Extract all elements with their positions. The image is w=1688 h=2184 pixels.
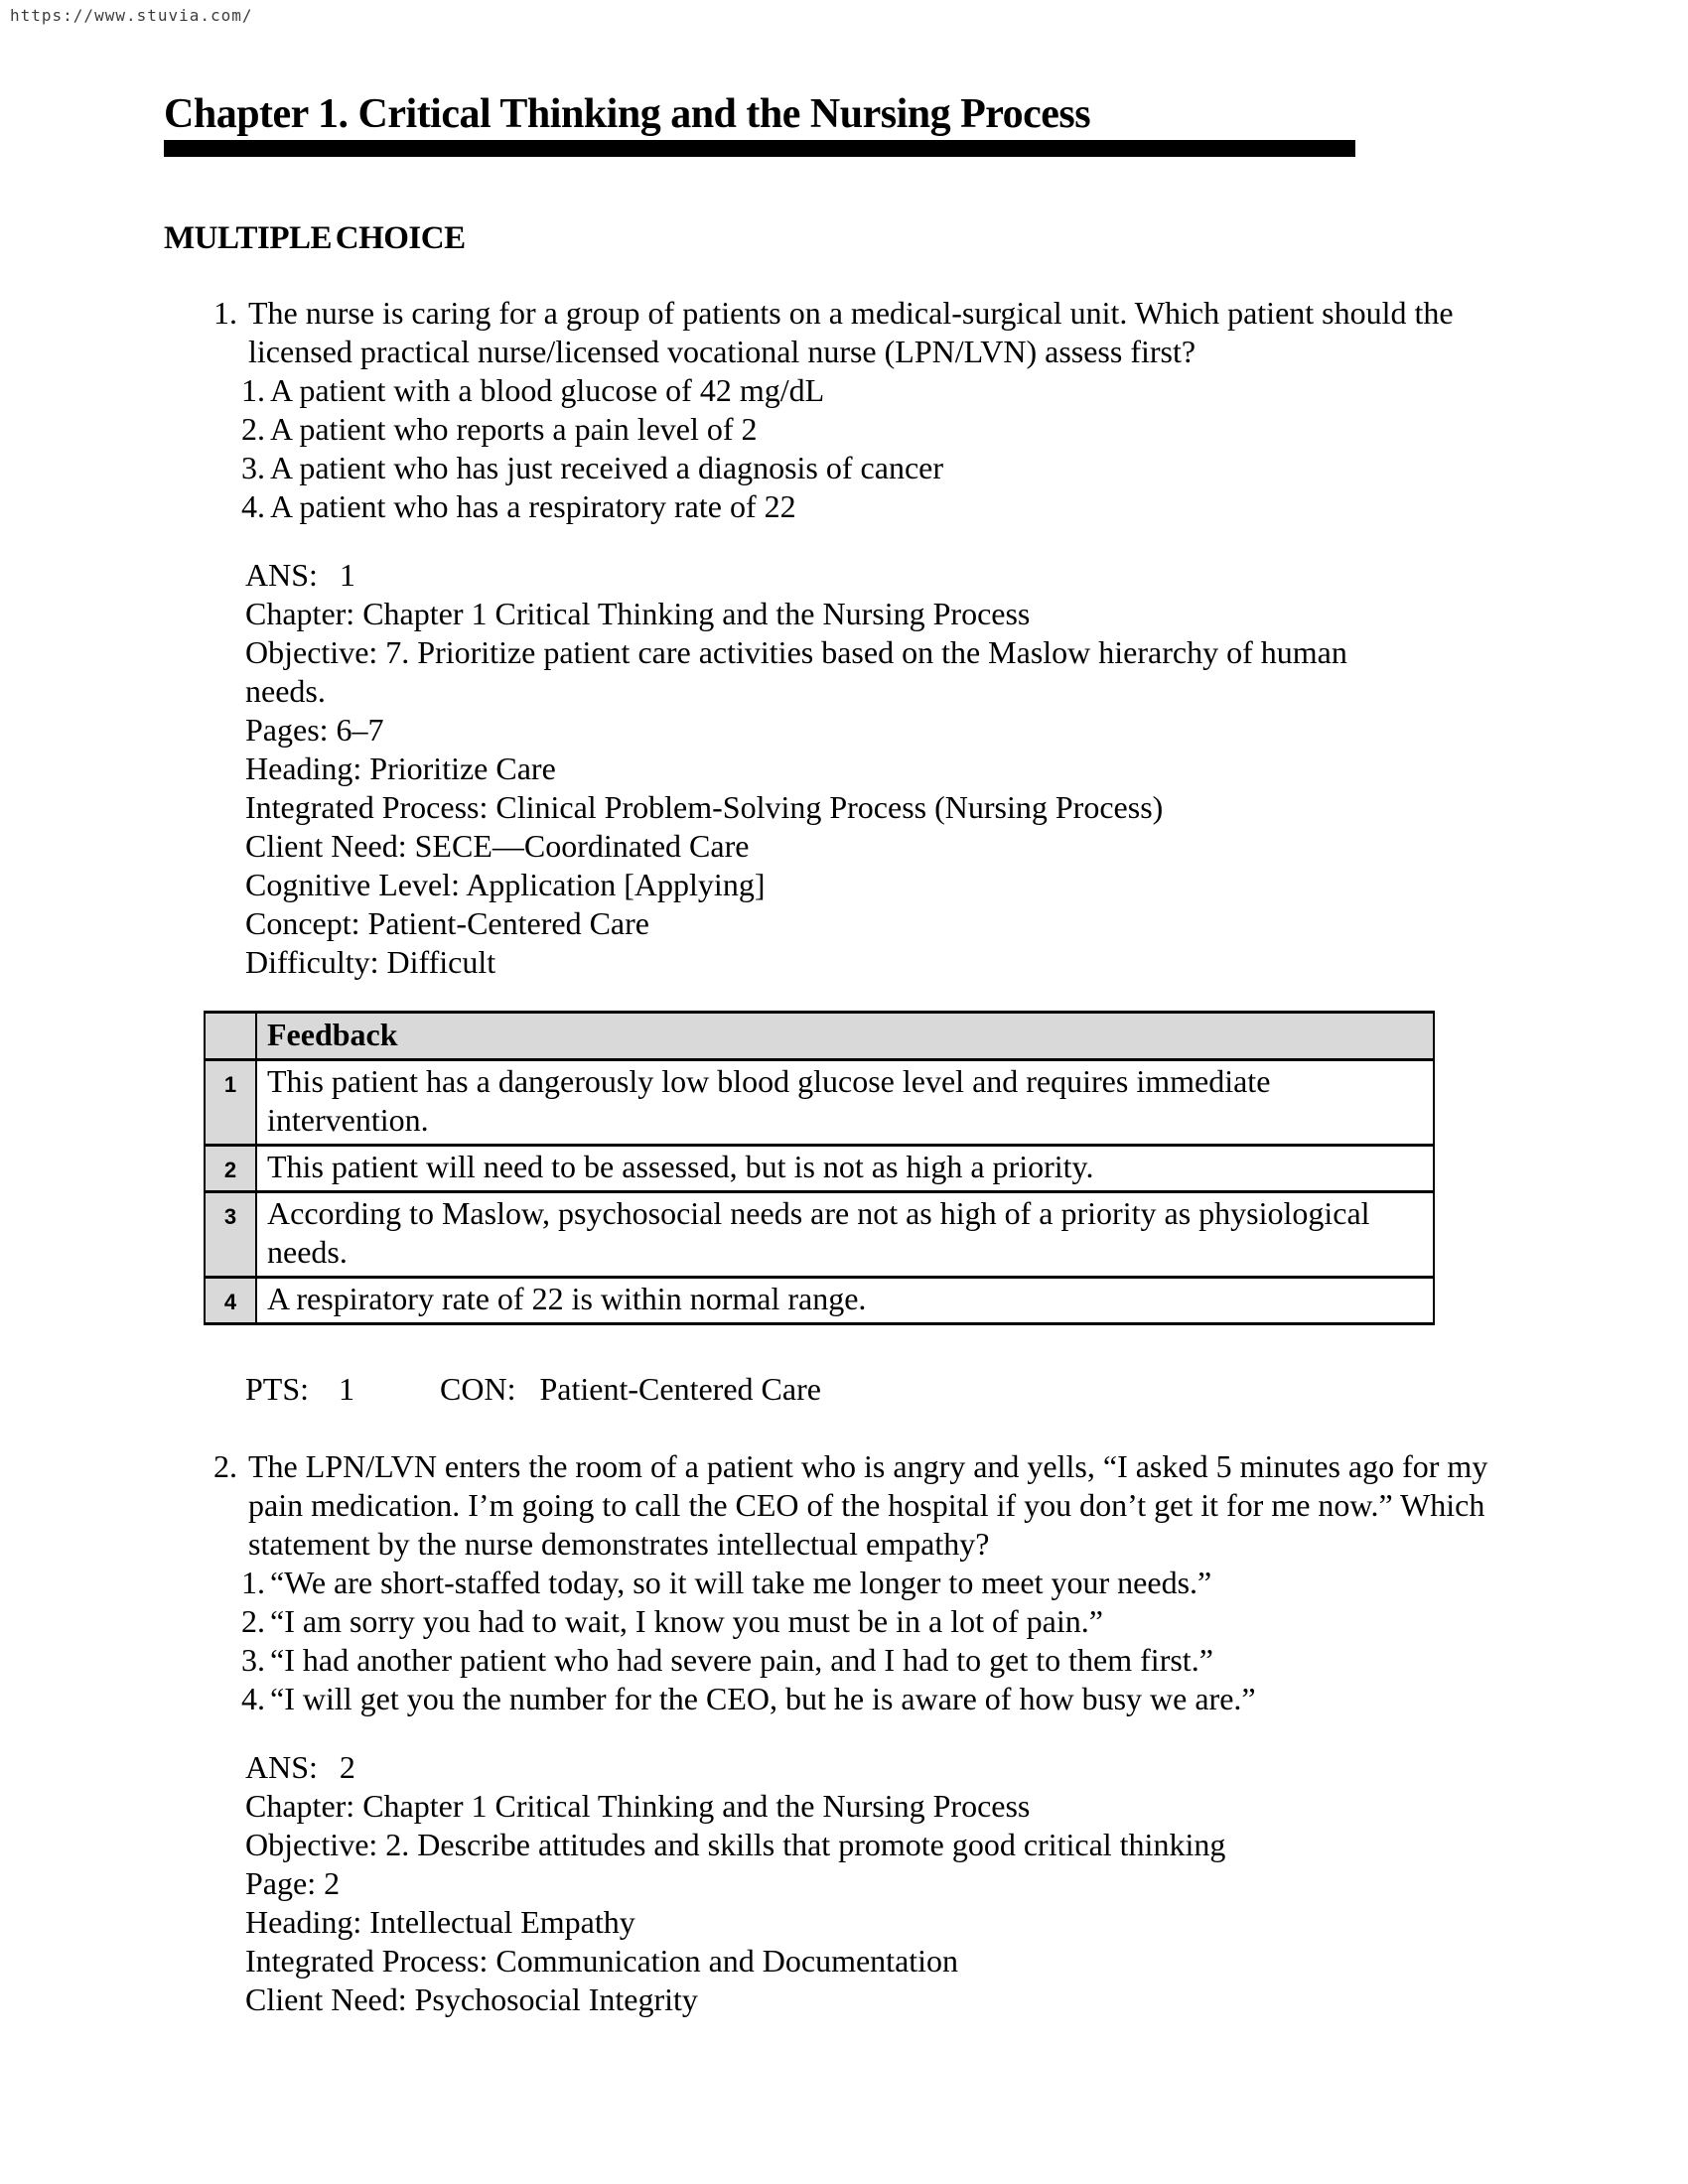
question-1-answer-key — [245, 556, 1427, 982]
option-3 — [241, 1641, 1554, 1680]
con-value: Patient-Centered Care — [539, 1371, 821, 1407]
question-2-answer-key — [245, 1748, 1427, 2019]
feedback-row-number: 4 — [205, 1278, 256, 1324]
option-text: “I had another patient who had severe pain, and I had to get to them first.” — [270, 1642, 1213, 1678]
page-title: Chapter 1. Critical Thinking and the Nursing Process — [164, 91, 1091, 137]
option-2 — [241, 1602, 1554, 1641]
question-2-stem — [164, 1447, 1554, 1564]
feedback-row-number: 1 — [205, 1060, 256, 1146]
feedback-row-text: A respiratory rate of 22 is within normal range. — [256, 1278, 1434, 1324]
feedback-row-text: This patient will need to be assessed, but is not as high a priority. — [256, 1146, 1434, 1192]
meta-objective: Objective: 7. Prioritize patient care activities based on the Maslow hierarchy of human needs. — [245, 634, 1347, 709]
option-number: 1. — [241, 1565, 265, 1600]
option-4 — [241, 1680, 1554, 1718]
meta-pages: Pages: 6–7 — [245, 712, 384, 748]
question-number: 2. — [213, 1448, 237, 1484]
ans-label: ANS: — [245, 1749, 318, 1785]
meta-objective: Objective: 2. Describe attitudes and skills that promote good critical thinking — [245, 1827, 1226, 1862]
con-label: CON: — [440, 1371, 516, 1407]
option-text: A patient with a blood glucose of 42 mg/dL — [270, 372, 825, 408]
question-text: The LPN/LVN enters the room of a patient who is angry and yells, “I asked 5 minutes ago for my pain medication. I’m going to call the CEO of the hospital if you don’t get it for me now.” Which statement by the nurse demonstrates intellectual empathy? — [248, 1448, 1488, 1562]
option-text: “We are short-staffed today, so it will take me longer to meet your needs.” — [270, 1565, 1212, 1600]
meta-integrated-process: Integrated Process: Clinical Problem-Solving Process (Nursing Process) — [245, 789, 1164, 825]
option-number: 4. — [241, 1681, 265, 1716]
meta-integrated-process: Integrated Process: Communication and Documentation — [245, 1943, 959, 1979]
question-text: The nurse is caring for a group of patients on a medical-surgical unit. Which patient should the licensed practical nurse/licensed vocational nurse (LPN/LVN) assess first? — [248, 295, 1454, 369]
ans-value: 2 — [339, 1749, 355, 1785]
option-number: 3. — [241, 450, 265, 485]
option-number: 2. — [241, 1603, 265, 1639]
title-underline-bar — [164, 140, 1355, 157]
option-text: A patient who has just received a diagnosis of cancer — [270, 450, 943, 485]
option-text: “I will get you the number for the CEO, but he is aware of how busy we are.” — [270, 1681, 1256, 1716]
feedback-row-2 — [205, 1146, 1434, 1192]
option-number: 1. — [241, 372, 265, 408]
question-1-stem — [164, 294, 1554, 371]
question-1 — [164, 294, 1554, 1409]
option-4 — [241, 487, 1554, 526]
meta-chapter: Chapter: Chapter 1 Critical Thinking and the Nursing Process — [245, 1788, 1031, 1824]
question-1-options — [241, 371, 1554, 526]
feedback-table — [204, 1011, 1435, 1325]
option-1 — [241, 371, 1554, 410]
pts-label: PTS: — [245, 1371, 310, 1407]
option-text: A patient who has a respiratory rate of 22 — [270, 488, 796, 524]
feedback-row-number: 2 — [205, 1146, 256, 1192]
ans-value: 1 — [339, 557, 355, 593]
option-1 — [241, 1564, 1554, 1602]
pts-value: 1 — [339, 1371, 355, 1407]
answer-line — [245, 556, 1427, 595]
document-content — [164, 91, 1554, 2019]
source-url: https://www.stuvia.com/ — [10, 6, 253, 25]
meta-chapter: Chapter: Chapter 1 Critical Thinking and the Nursing Process — [245, 596, 1031, 631]
meta-client-need: Client Need: SECE—Coordinated Care — [245, 828, 750, 864]
question-number: 1. — [213, 295, 237, 331]
meta-difficulty: Difficulty: Difficult — [245, 944, 496, 980]
feedback-header: Feedback — [256, 1013, 1434, 1060]
option-number: 4. — [241, 488, 265, 524]
ans-label: ANS: — [245, 557, 318, 593]
feedback-row-4 — [205, 1278, 1434, 1324]
answer-line — [245, 1748, 1427, 1787]
feedback-row-1 — [205, 1060, 1434, 1146]
points-line — [245, 1370, 1554, 1409]
question-2 — [164, 1447, 1554, 2019]
option-3 — [241, 449, 1554, 487]
meta-heading: Heading: Intellectual Empathy — [245, 1904, 635, 1940]
feedback-header-row — [205, 1013, 1434, 1060]
feedback-row-number: 3 — [205, 1192, 256, 1278]
option-number: 3. — [241, 1642, 265, 1678]
meta-client-need: Client Need: Psychosocial Integrity — [245, 1981, 698, 2017]
meta-heading: Heading: Prioritize Care — [245, 751, 556, 786]
feedback-corner-cell — [205, 1013, 256, 1060]
meta-cognitive-level: Cognitive Level: Application [Applying] — [245, 867, 766, 902]
option-text: A patient who reports a pain level of 2 — [270, 411, 758, 447]
feedback-row-3 — [205, 1192, 1434, 1278]
meta-page: Page: 2 — [245, 1865, 341, 1901]
feedback-row-text: According to Maslow, psychosocial needs are not as high of a priority as physiological needs. — [256, 1192, 1434, 1278]
option-text: “I am sorry you had to wait, I know you must be in a lot of pain.” — [270, 1603, 1103, 1639]
option-2 — [241, 410, 1554, 449]
question-2-options — [241, 1564, 1554, 1718]
option-number: 2. — [241, 411, 265, 447]
feedback-row-text: This patient has a dangerously low blood glucose level and requires immediate intervention. — [256, 1060, 1434, 1146]
meta-concept: Concept: Patient-Centered Care — [245, 905, 649, 941]
section-heading: MULTIPLE CHOICE — [164, 220, 466, 256]
